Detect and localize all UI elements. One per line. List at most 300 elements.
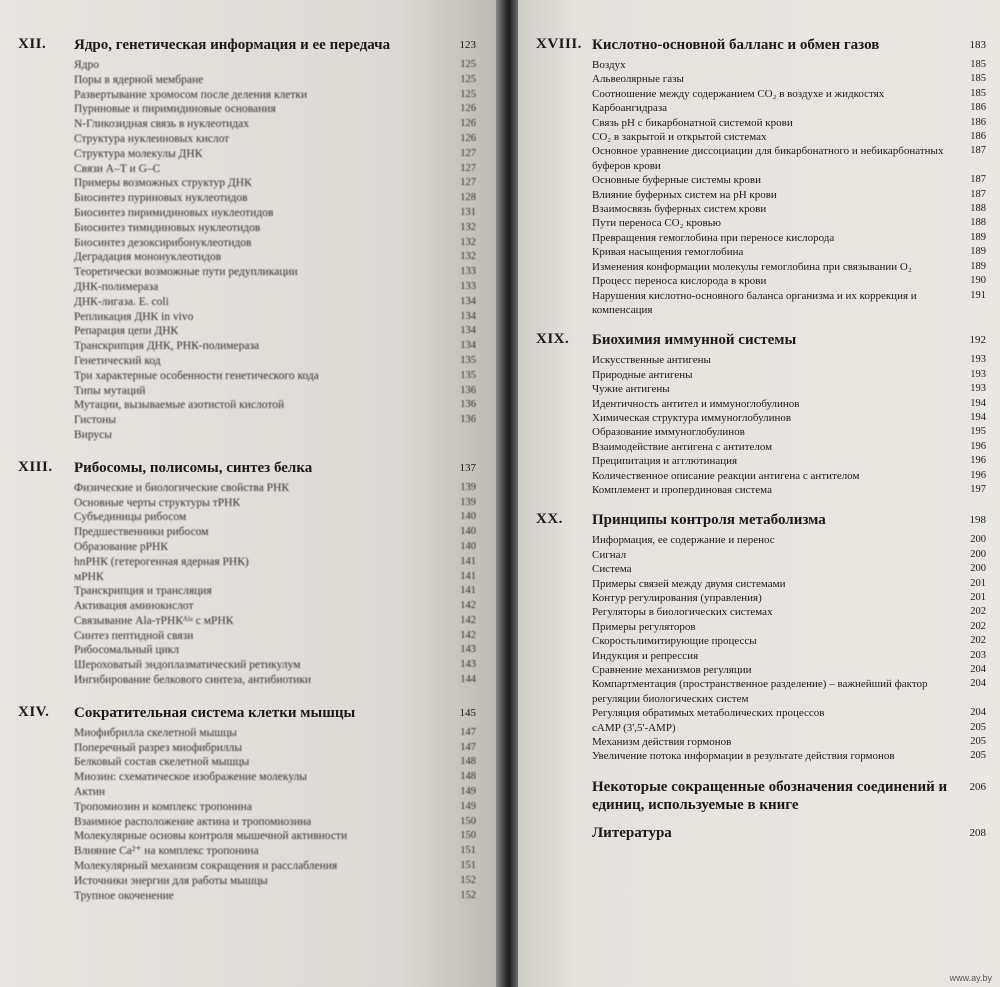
toc-entry-page: 128 xyxy=(460,192,476,204)
toc-entry xyxy=(592,620,986,634)
back-matter-item xyxy=(592,778,986,814)
toc-entry-title: Тропомиозин и комплекс тропонина xyxy=(74,800,252,813)
toc-entry-title: Субъединицы рибосом xyxy=(74,511,187,524)
chapter-number: XIII. xyxy=(18,458,53,475)
toc-entry-title: Ингибирование белкового синтеза, антибиотики xyxy=(74,674,312,687)
back-matter xyxy=(592,778,986,842)
toc-entry-title: Искусственные антигены xyxy=(592,354,711,367)
toc-entry-page: 126 xyxy=(460,132,476,144)
toc-entry-title: Поры в ядерной мембране xyxy=(74,73,204,86)
toc-entry-title: Молекулярный механизм сокращения и расслабления xyxy=(74,860,338,873)
toc-entry xyxy=(74,741,476,756)
toc-entry-page: 126 xyxy=(460,103,476,115)
toc-entry xyxy=(74,770,476,785)
toc-entry-page: 188 xyxy=(970,217,986,229)
toc-entry xyxy=(592,397,986,411)
toc-entry xyxy=(592,721,986,735)
toc-entry xyxy=(592,663,986,677)
toc-entry-title: Биосинтез пуриновых нуклеотидов xyxy=(74,192,248,205)
toc-entry xyxy=(592,735,986,749)
toc-entry-page: 125 xyxy=(460,73,476,85)
toc-entry-title: Гистоны xyxy=(74,414,116,427)
toc-entry xyxy=(592,216,986,230)
toc-entry-page: 185 xyxy=(970,59,986,70)
toc-entry-page: 151 xyxy=(460,860,476,872)
chapter-page-number: 192 xyxy=(969,334,986,347)
toc-entry xyxy=(74,844,476,859)
toc-entry xyxy=(592,368,986,382)
toc-entry xyxy=(592,188,986,202)
toc-entry-title: Биосинтез тимидиновых нуклеотидов xyxy=(74,221,261,234)
toc-entry-title: Карбоангидраза xyxy=(592,102,668,115)
toc-entry xyxy=(592,245,986,259)
toc-entry-page: 200 xyxy=(970,563,986,575)
toc-entry xyxy=(74,117,476,132)
chapter-title: Сократительная система клетки мышцы xyxy=(74,704,356,721)
toc-entry-page: 191 xyxy=(970,289,986,301)
back-matter-page: 206 xyxy=(969,780,986,793)
toc-entry-page: 143 xyxy=(460,659,476,671)
toc-entry-title: ДНК-лигаза. E. coli xyxy=(74,295,169,308)
toc-entry-page: 140 xyxy=(460,540,476,552)
toc-entry-page: 203 xyxy=(970,649,986,661)
toc-entry-page: 201 xyxy=(970,592,986,603)
toc-entry xyxy=(74,785,476,800)
toc-entry-title: Транскрипция и трансляция xyxy=(74,585,212,598)
toc-entry-page: 149 xyxy=(460,800,476,812)
toc-entry-page: 141 xyxy=(460,585,476,597)
toc-entry-page: 205 xyxy=(970,750,986,762)
toc-entry-title: Сравнение механизмов регуляции xyxy=(592,664,752,677)
toc-entry-title: Сигнал xyxy=(592,548,627,561)
toc-entry-page: 189 xyxy=(970,246,986,258)
toc-entry xyxy=(74,176,476,191)
chapter-title: Биохимия иммунной системы xyxy=(592,332,797,349)
toc-entry-title: Шероховатый эндоплазматический ретикулум xyxy=(74,659,301,672)
back-matter-item xyxy=(592,824,986,842)
book-gutter xyxy=(496,0,518,987)
toc-entry-page: 143 xyxy=(460,644,476,656)
toc-entry-page: 194 xyxy=(970,397,986,409)
chapter-number: XIV. xyxy=(18,703,50,720)
toc-entry-title: Теоретически возможные пути редупликации xyxy=(74,266,298,279)
toc-entry-page: 127 xyxy=(460,147,476,159)
toc-entry xyxy=(74,510,476,525)
toc-entry-title: Развертывание хромосом после деления клетки xyxy=(74,88,308,101)
chapter-body xyxy=(74,36,476,443)
toc-entry-title: Регуляторы в биологических системах xyxy=(592,606,773,619)
toc-entry-page: 132 xyxy=(460,251,476,263)
toc-entry xyxy=(592,677,986,706)
toc-entry-title: Белковый состав скелетной мышцы xyxy=(74,756,250,769)
toc-entry xyxy=(74,191,476,206)
toc-entry-page: 189 xyxy=(970,231,986,243)
toc-entry-title: Основные буферные системы крови xyxy=(592,174,762,187)
toc-entry xyxy=(74,88,476,103)
toc-entry-title: Основное уравнение диссоциации для бикарбонатного и небикарбонатных буферов крови xyxy=(592,145,944,172)
toc-entry xyxy=(592,116,986,130)
toc-entry-title: Источники энергии для работы мышцы xyxy=(74,874,268,887)
toc-entry-title: Поперечный разрез миофибриллы xyxy=(74,741,243,754)
toc-entry-title: Контур регулирования (управления) xyxy=(592,592,762,604)
toc-entry-page: 133 xyxy=(460,280,476,292)
toc-entry-page: 148 xyxy=(460,756,476,768)
toc-entry-title: Предшественники рибосом xyxy=(74,526,209,539)
toc-entry xyxy=(592,706,986,720)
left-page xyxy=(0,0,496,987)
toc-entry-title: Генетический код xyxy=(74,354,161,367)
toc-entry-page: 194 xyxy=(970,411,986,423)
toc-entry-page: 197 xyxy=(970,483,986,495)
toc-entry xyxy=(592,353,986,367)
toc-entry xyxy=(592,577,986,591)
toc-entry xyxy=(74,874,476,889)
toc-entry-title: Система xyxy=(592,563,632,576)
toc-entry-page: 185 xyxy=(970,87,986,99)
toc-entry-page: 187 xyxy=(970,174,986,186)
toc-entry-title: Компартментация (пространственное разделение) – важнейший фактор регуляции биологических систем xyxy=(592,678,928,705)
toc-entry-title: Структура молекулы ДНК xyxy=(74,147,203,160)
toc-entry-title: Преципитация и агглютинация xyxy=(592,455,738,468)
toc-entry-page: 141 xyxy=(460,555,476,567)
toc-entry xyxy=(74,102,476,117)
toc-entry-title: мРНК xyxy=(74,570,104,583)
toc-entry-title: Активация аминокислот xyxy=(74,600,194,613)
toc-entry-title: Нарушения кислотно-основного баланса организма и их коррекция и компенсация xyxy=(592,289,917,316)
chapter-section xyxy=(18,36,476,443)
toc-entry xyxy=(74,555,476,570)
toc-entry xyxy=(592,548,986,562)
toc-entry-page: 196 xyxy=(970,440,986,452)
chapter-title: Кислотно-основной балланс и обмен газов xyxy=(592,37,880,53)
toc-entry-title: Актин xyxy=(74,786,106,799)
watermark-text: www.ay.by xyxy=(949,973,992,983)
toc-entry-page: 136 xyxy=(460,384,476,396)
toc-entry xyxy=(74,354,476,369)
toc-entry xyxy=(74,815,476,830)
toc-entry xyxy=(74,859,476,874)
chapter-body xyxy=(74,704,476,904)
chapter-section xyxy=(536,36,986,317)
toc-entry-page: 196 xyxy=(970,455,986,467)
toc-entry xyxy=(74,206,476,221)
toc-entry xyxy=(74,221,476,236)
chapter-number: XIX. xyxy=(536,331,570,348)
toc-entry xyxy=(74,599,476,614)
toc-entry-title: Влияние буферных систем на pH крови xyxy=(592,188,777,201)
toc-entry-title: Примеры возможных структур ДНК xyxy=(74,177,252,190)
toc-entry xyxy=(74,295,476,310)
toc-entry xyxy=(74,147,476,162)
toc-entry xyxy=(74,829,476,844)
toc-entry-page xyxy=(446,428,476,443)
toc-entry-title: Примеры регуляторов xyxy=(592,620,696,633)
toc-entry-title: Транскрипция ДНК, РНК-полимераза xyxy=(74,340,260,353)
toc-entry-page: 133 xyxy=(460,266,476,278)
toc-entry xyxy=(74,584,476,599)
toc-entry-title: Альвеолярные газы xyxy=(592,73,684,86)
chapter-title-row xyxy=(74,36,476,54)
toc-entry-page: 134 xyxy=(460,295,476,307)
toc-entry-title: Биосинтез пиримидиновых нуклеотидов xyxy=(74,206,274,219)
toc-entry-page: 150 xyxy=(460,830,476,842)
chapter-title-row xyxy=(592,511,986,529)
toc-entry-page: 187 xyxy=(970,188,986,200)
toc-entry-title: Деградация мононуклеотидов xyxy=(74,251,222,264)
toc-entry-page: 132 xyxy=(460,221,476,233)
toc-entry-title: Регуляция обратимых метаболических процессов xyxy=(592,707,825,720)
toc-entry xyxy=(74,629,476,644)
toc-entry xyxy=(592,382,986,396)
toc-entry-title: Увеличение потока информации в результате действия гормонов xyxy=(592,750,895,763)
toc-entry-page: 202 xyxy=(970,620,986,632)
toc-entry-page: 147 xyxy=(460,726,476,738)
toc-entry-page: 204 xyxy=(970,707,986,719)
toc-entry-page: 200 xyxy=(970,548,986,560)
toc-entry-title: Индукция и репрессия xyxy=(592,649,699,662)
toc-entry-page: 152 xyxy=(460,889,476,901)
toc-entry-page: 202 xyxy=(970,635,986,647)
toc-entry-title: Ядро xyxy=(74,59,100,71)
toc-entry-title: Скоростьлимитирующие процессы xyxy=(592,635,757,648)
toc-entry-page: 201 xyxy=(970,577,986,589)
toc-entry-title: Влияние Ca²⁺ на комплекс тропонина xyxy=(74,845,259,858)
toc-entry-page: 142 xyxy=(460,629,476,641)
toc-entry-page: 152 xyxy=(460,874,476,886)
toc-entry-title: Пути переноса CO₂ кровью xyxy=(592,217,721,230)
toc-entry-page: 193 xyxy=(970,383,986,395)
toc-entry xyxy=(592,483,986,497)
toc-entry xyxy=(74,369,476,384)
chapter-page-number: 183 xyxy=(969,39,986,51)
chapter-body xyxy=(592,36,986,317)
toc-entry-title: Чужие антигены xyxy=(592,383,670,396)
toc-entry-page: 142 xyxy=(460,614,476,626)
toc-entry-title: Кривая насыщения гемоглобина xyxy=(592,246,744,259)
toc-entry xyxy=(74,250,476,265)
toc-entry-page: 135 xyxy=(460,369,476,381)
toc-entry-title: cAMP (3',5'-AMP) xyxy=(592,721,676,734)
chapter-page-number: 145 xyxy=(459,706,476,719)
chapter-page-number: 137 xyxy=(459,461,476,474)
toc-entry-title: Комплемент и пропердиновая система xyxy=(592,483,772,496)
toc-entry xyxy=(74,726,476,741)
toc-entry-page: 205 xyxy=(970,736,986,748)
toc-entry xyxy=(592,87,986,101)
toc-entry xyxy=(592,454,986,468)
toc-entry-title: Рибосомальный цикл xyxy=(74,644,180,657)
toc-entry-title: Взаимосвязь буферных систем крови xyxy=(592,203,767,216)
toc-entry-page: 149 xyxy=(460,786,476,798)
toc-entry-page: 200 xyxy=(970,534,986,546)
toc-entry-title: Типы мутаций xyxy=(74,384,146,397)
toc-entry xyxy=(74,310,476,325)
toc-entry-title: Количественное описание реакции антигена с антителом xyxy=(592,469,860,482)
toc-entry-page: 193 xyxy=(970,354,986,366)
toc-entry-title: Образование рРНК xyxy=(74,540,169,553)
chapter-body xyxy=(592,331,986,497)
toc-entry xyxy=(592,411,986,425)
toc-entry-page: 125 xyxy=(460,59,476,70)
toc-entry xyxy=(74,540,476,555)
chapter-section xyxy=(536,331,986,497)
toc-entry-page: 144 xyxy=(460,674,476,686)
toc-entry-title: Связь pH с бикарбонатной системой крови xyxy=(592,116,793,129)
toc-entry-page: 139 xyxy=(460,481,476,493)
toc-entry-title: Изменения конформации молекулы гемоглобина при связывании O₂ xyxy=(592,260,912,273)
toc-entry-page: 126 xyxy=(460,118,476,130)
toc-entry-title: Синтез пептидной связи xyxy=(74,629,194,642)
toc-entry-page: 185 xyxy=(970,73,986,85)
toc-entry xyxy=(74,132,476,147)
toc-entry-page: 187 xyxy=(970,145,986,157)
toc-entry xyxy=(592,130,986,144)
toc-entry xyxy=(74,236,476,251)
toc-entry xyxy=(592,469,986,483)
toc-entry-page: 140 xyxy=(460,511,476,523)
toc-entry-title: Миозин: схематическое изображение молекулы xyxy=(74,771,308,784)
toc-entry-page: 134 xyxy=(460,325,476,337)
toc-entry xyxy=(74,673,476,688)
toc-entry-page: 196 xyxy=(970,469,986,481)
toc-entry-page: 204 xyxy=(970,678,986,690)
toc-entry xyxy=(592,72,986,86)
chapter-title-row xyxy=(74,459,476,477)
toc-entry xyxy=(592,605,986,619)
chapter-title-row xyxy=(74,704,476,722)
toc-entry xyxy=(592,144,986,173)
toc-entry-page: 205 xyxy=(970,721,986,733)
toc-entry-title: Превращения гемоглобина при переносе кислорода xyxy=(592,231,835,244)
toc-entry-title: Образование иммуноглобулинов xyxy=(592,426,745,439)
toc-entry-page: 131 xyxy=(460,206,476,218)
toc-entry xyxy=(592,289,986,318)
chapter-section xyxy=(536,511,986,764)
toc-entry-title: hnРНК (гетерогенная ядерная РНК) xyxy=(74,555,249,568)
toc-entry-title: Химическая структура иммуноглобулинов xyxy=(592,411,792,424)
toc-entry xyxy=(592,440,986,454)
toc-entry-title: Основные черты структуры тРНК xyxy=(74,496,241,509)
chapter-title: Принципы контроля метаболизма xyxy=(592,512,826,529)
toc-entry-page: 140 xyxy=(460,526,476,538)
toc-entry xyxy=(74,755,476,770)
toc-entry xyxy=(74,643,476,658)
toc-entry-title: Соотношение между содержанием CO₂ в воздухе и жидкостях xyxy=(592,87,885,100)
toc-entry-title: Вирусы xyxy=(74,428,113,441)
toc-entry-title: Воздух xyxy=(592,59,626,71)
chapter-body xyxy=(592,511,986,764)
toc-entry-page: 148 xyxy=(460,771,476,783)
toc-entry xyxy=(74,889,476,904)
toc-entry-page: 195 xyxy=(970,426,986,438)
toc-entry xyxy=(74,324,476,339)
toc-entry-title: Биосинтез дезоксирибонуклеотидов xyxy=(74,236,252,249)
toc-entry-page: 193 xyxy=(970,368,986,380)
chapter-title: Ядро, генетическая информация и ее передача xyxy=(74,37,391,53)
toc-entry xyxy=(74,570,476,585)
toc-entry xyxy=(592,58,986,72)
toc-entry xyxy=(592,274,986,288)
chapter-number: XX. xyxy=(536,511,563,528)
toc-entry-page: 186 xyxy=(970,131,986,143)
toc-entry-title: Миофибрилла скелетной мышцы xyxy=(74,726,237,739)
toc-entry xyxy=(592,634,986,648)
toc-entry-title: Связи A–T и G–C xyxy=(74,162,161,175)
toc-entry xyxy=(74,162,476,177)
right-page xyxy=(518,0,1000,987)
toc-entry-page: 151 xyxy=(460,845,476,857)
toc-entry-page: 136 xyxy=(460,414,476,426)
toc-entry xyxy=(592,533,986,547)
toc-entry-title: Репарация цепи ДНК xyxy=(74,325,179,338)
chapter-page-number: 123 xyxy=(459,39,476,51)
toc-entry-page: 204 xyxy=(970,664,986,676)
toc-entry-page: 188 xyxy=(970,203,986,215)
toc-entry xyxy=(74,384,476,399)
toc-entry-title: Структура нуклеиновых кислот xyxy=(74,132,230,145)
toc-entry-title: Молекулярные основы контроля мышечной активности xyxy=(74,830,348,843)
chapter-body xyxy=(74,459,476,688)
toc-entry xyxy=(592,425,986,439)
toc-entry-title: Репликация ДНК in vivo xyxy=(74,310,194,323)
toc-entry xyxy=(592,591,986,605)
toc-entry xyxy=(592,749,986,763)
toc-entry-title: Взаимное расположение актина и тропомиозина xyxy=(74,815,312,828)
chapter-number: XVIII. xyxy=(536,36,582,52)
back-matter-page: 208 xyxy=(969,826,986,839)
toc-entry-title: Мутации, вызываемые азотистой кислотой xyxy=(74,399,285,412)
toc-entry-page: 136 xyxy=(460,399,476,411)
toc-entry-page: 127 xyxy=(460,162,476,174)
toc-entry-title: Три характерные особенности генетического кода xyxy=(74,369,319,382)
toc-entry-title: Взаимодействие антигена с антителом xyxy=(592,440,773,453)
toc-entry xyxy=(74,58,476,73)
chapter-section xyxy=(18,704,476,904)
toc-entry-title: ДНК-полимераза xyxy=(74,280,159,293)
toc-entry xyxy=(74,481,476,496)
toc-entry-page: 125 xyxy=(460,88,476,100)
toc-entry xyxy=(592,173,986,187)
toc-entry-title: Механизм действия гормонов xyxy=(592,736,732,749)
back-matter-title: Литература xyxy=(592,824,672,841)
toc-entry xyxy=(74,265,476,280)
toc-entry-page: 135 xyxy=(460,354,476,366)
toc-entry-page: 134 xyxy=(460,310,476,322)
toc-entry xyxy=(74,658,476,673)
toc-entry xyxy=(74,614,476,629)
chapter-title-row xyxy=(592,331,986,349)
toc-entry-title: Связывание Ala-тРНКᴬˡᵃ с мРНК xyxy=(74,614,234,627)
toc-entry-page: 186 xyxy=(970,116,986,128)
toc-entry-title: Пуриновые и пиримидиновые основания xyxy=(74,103,276,116)
toc-entry-title: Процесс переноса кислорода в крови xyxy=(592,275,767,288)
toc-entry xyxy=(74,398,476,413)
toc-entry-page: 127 xyxy=(460,177,476,189)
toc-entry-page: 132 xyxy=(460,236,476,248)
toc-entry xyxy=(74,280,476,295)
toc-entry xyxy=(592,202,986,216)
toc-entry xyxy=(74,800,476,815)
chapter-section xyxy=(18,459,476,688)
toc-entry-page: 134 xyxy=(460,340,476,352)
toc-entry xyxy=(592,101,986,115)
toc-entry-page: 189 xyxy=(970,260,986,272)
toc-entry-title: N-Гликозидная связь в нуклеотидах xyxy=(74,118,249,131)
chapter-title: Рибосомы, полисомы, синтез белка xyxy=(74,459,313,476)
toc-entry-page: 202 xyxy=(970,606,986,618)
toc-entry-title: Информация, ее содержание и перенос xyxy=(592,534,775,547)
toc-entry-title: Трупное окоченение xyxy=(74,889,174,902)
